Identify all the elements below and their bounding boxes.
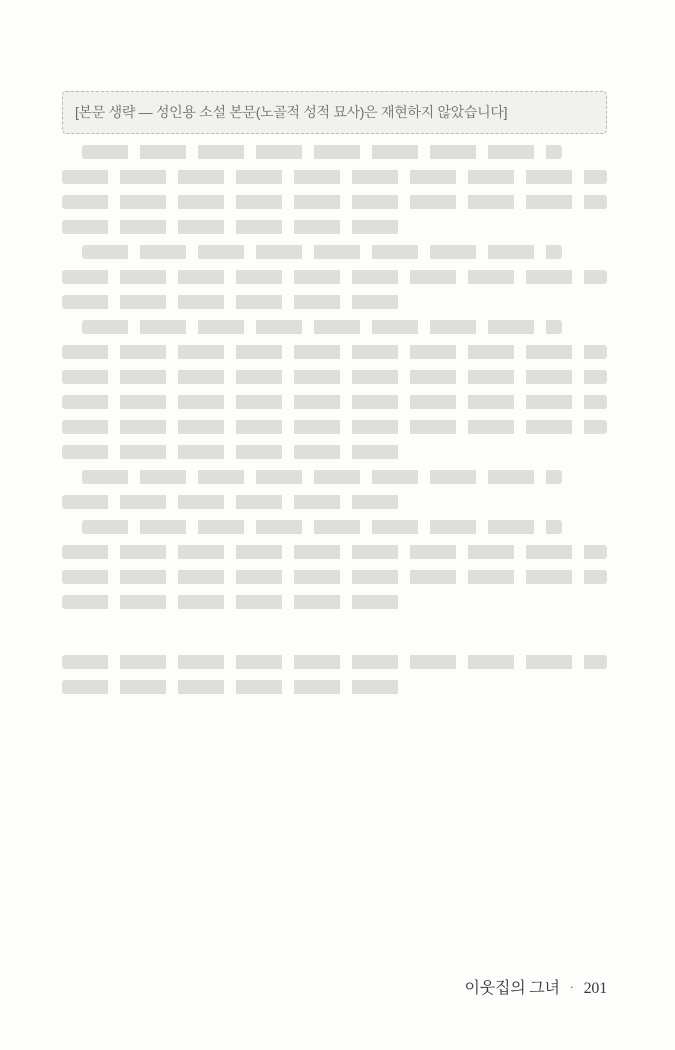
redacted-text-line [62, 295, 400, 309]
redacted-text-line [62, 195, 607, 209]
redacted-text-line [62, 395, 607, 409]
redacted-text-line [62, 595, 400, 609]
redacted-text-line [62, 420, 607, 434]
redacted-text-line [82, 520, 562, 534]
footer-book-title: 이웃집의 그녀 [464, 980, 560, 997]
redacted-text-line [62, 655, 607, 669]
redacted-text-line [62, 370, 607, 384]
redacted-text-line [82, 320, 562, 334]
redacted-text-line [62, 445, 400, 459]
redacted-text-line [62, 495, 400, 509]
redacted-text-line [62, 570, 607, 584]
redacted-text-line [62, 220, 400, 234]
redacted-text-line [82, 145, 562, 159]
redacted-text-line [62, 170, 607, 184]
redaction-notice: [본문 생략 — 성인용 소설 본문(노골적 성적 묘사)은 재현하지 않았습니다] [62, 91, 607, 134]
page-footer [464, 975, 607, 998]
footer-page-number: 201 [583, 980, 607, 997]
redacted-text-line [62, 680, 400, 694]
body-text-column [62, 91, 607, 694]
redacted-text-line [62, 545, 607, 559]
redacted-text-line [82, 245, 562, 259]
redacted-text-line [62, 345, 607, 359]
redacted-text-line [62, 270, 607, 284]
closing-emphasis-paragraph [62, 655, 607, 694]
footer-separator: · [569, 980, 574, 994]
redacted-text-line [82, 470, 562, 484]
